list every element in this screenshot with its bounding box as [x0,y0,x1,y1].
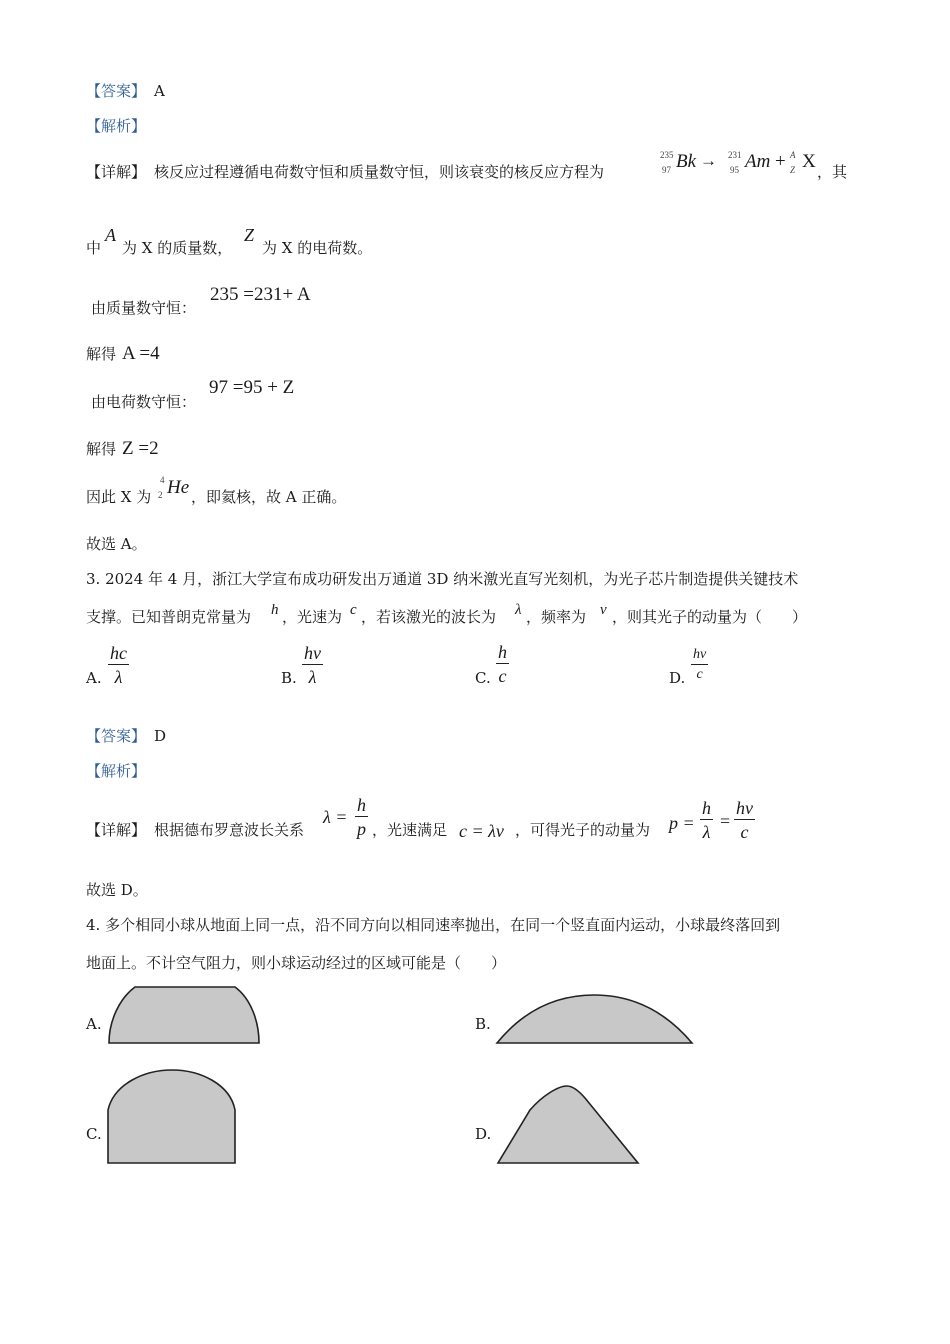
option-label: B. [281,669,297,687]
bk-charge-number: 97 [662,165,671,175]
eq3-equals: = [720,811,731,831]
fraction-numerator: hν [304,643,321,663]
solve-A-label: 解得 [86,345,117,363]
charge-conservation-label: 由电荷数守恒： [91,393,197,411]
eq3-lhs: p = [669,813,695,833]
q3-detail-a: 根据德布罗意波长关系 [154,821,305,839]
eq3-denominator-2: c [740,822,749,842]
symbol-h: h [271,602,279,618]
symbol-c: c [350,602,357,618]
answer-value: A [154,82,165,100]
option-label: C. [475,669,491,687]
plus: + [775,151,786,172]
option-label: D. [475,1125,492,1143]
region-shape-c [100,1062,245,1172]
fraction-denominator: c [696,667,703,682]
bk-mass-number: 235 [660,150,674,160]
symbol-A: A [105,225,116,245]
solve-Z-equation: Z =2 [122,438,159,459]
eq1-numerator: h [357,795,366,815]
option-label: B. [475,1015,491,1033]
fraction-numerator: hν [693,647,707,662]
mass-equation: 235 =231+ A [210,284,311,305]
q3-answer-value: D [154,727,167,745]
eq3-numerator-1: h [702,798,711,818]
mass-conservation-label: 由质量数守恒： [91,299,197,317]
q3-stem-line2-e: ，则其光子的动量为（ ） [612,608,808,626]
choose-D: 故选 D。 [86,881,148,899]
option-label: A. [86,669,102,687]
x-charge-number: Z [790,165,796,175]
q3-detail-b: ，光速满足 [372,821,448,839]
charge-equation: 97 =95 + Z [209,377,295,398]
q3-stem-line2-b: ，光速为 [282,608,343,626]
eq2: c = λν [459,821,504,841]
q3-detail-tag: 【详解】 [86,821,147,839]
line2-start: 中 [86,239,102,257]
q3-stem-line1: 3. 2024 年 4 月，浙江大学宣布成功研发出万通道 3D 纳米激光直写光刻机，为光子芯片制造提供关键技术 [86,570,799,588]
am-mass-number: 231 [728,150,742,160]
solve-Z-label: 解得 [86,440,117,458]
fraction-denominator: c [498,666,507,686]
option-label: D. [669,669,686,687]
detail-text-tail: ，其 [817,163,848,181]
eq1-denominator: p [357,819,366,839]
region-shape-b [490,985,700,1050]
conclusion-end: ，即氦核，故 A 正确。 [191,488,347,506]
detail-tag: 【详解】 [86,163,147,181]
x-mass-number: A [790,150,796,160]
q3-answer-tag: 【答案】 [86,727,147,745]
symbol-Z: Z [244,225,255,245]
eq1-lhs: λ = [323,807,348,827]
q3-stem-line2-a: 支撑。已知普朗克常量为 [86,608,252,626]
eq3-numerator-2: hν [736,798,753,818]
answer-tag: 【答案】 [86,82,147,100]
he-charge-number: 2 [158,490,163,500]
region-shape-a [100,980,270,1050]
conclusion-start: 因此 X 为 [86,488,152,506]
fraction-denominator: λ [114,667,123,687]
eq3-denominator-1: λ [702,822,711,842]
solve-A-equation: A =4 [122,343,160,364]
am-symbol: Am [745,151,771,172]
line2-mass-text: 为 X 的质量数， [122,239,233,257]
option-label: A. [86,1015,102,1033]
q3-stem-line2-c: ，若该激光的波长为 [361,608,497,626]
x-symbol: X [802,151,816,172]
q3-stem-line2-d: ，频率为 [526,608,587,626]
arrow: → [700,151,717,170]
option-label: C. [86,1125,102,1143]
region-shape-d [490,1078,650,1173]
he-mass-number: 4 [160,475,165,485]
analysis-tag: 【解析】 [86,117,147,135]
bk-symbol: Bk [676,151,697,172]
symbol-lambda: λ [515,602,522,618]
choose-A: 故选 A。 [86,535,147,553]
detail-text: 核反应过程遵循电荷数守恒和质量数守恒，则该衰变的核反应方程为 [154,163,605,181]
fraction-numerator: hc [110,643,127,663]
he-symbol: He [167,477,190,498]
fraction-numerator: h [498,642,507,662]
line2-charge-text: 为 X 的电荷数。 [262,239,373,257]
q4-stem-line2: 地面上。不计空气阻力，则小球运动经过的区域可能是（ ） [86,954,507,972]
q4-stem-line1: 4. 多个相同小球从地面上同一点，沿不同方向以相同速率抛出，在同一个竖直面内运动，小球最终落回到 [86,916,781,934]
q3-detail-c: ，可得光子的动量为 [515,821,651,839]
symbol-nu: ν [600,602,607,618]
am-charge-number: 95 [730,165,739,175]
fraction-denominator: λ [308,667,317,687]
q3-analysis-tag: 【解析】 [86,762,147,780]
